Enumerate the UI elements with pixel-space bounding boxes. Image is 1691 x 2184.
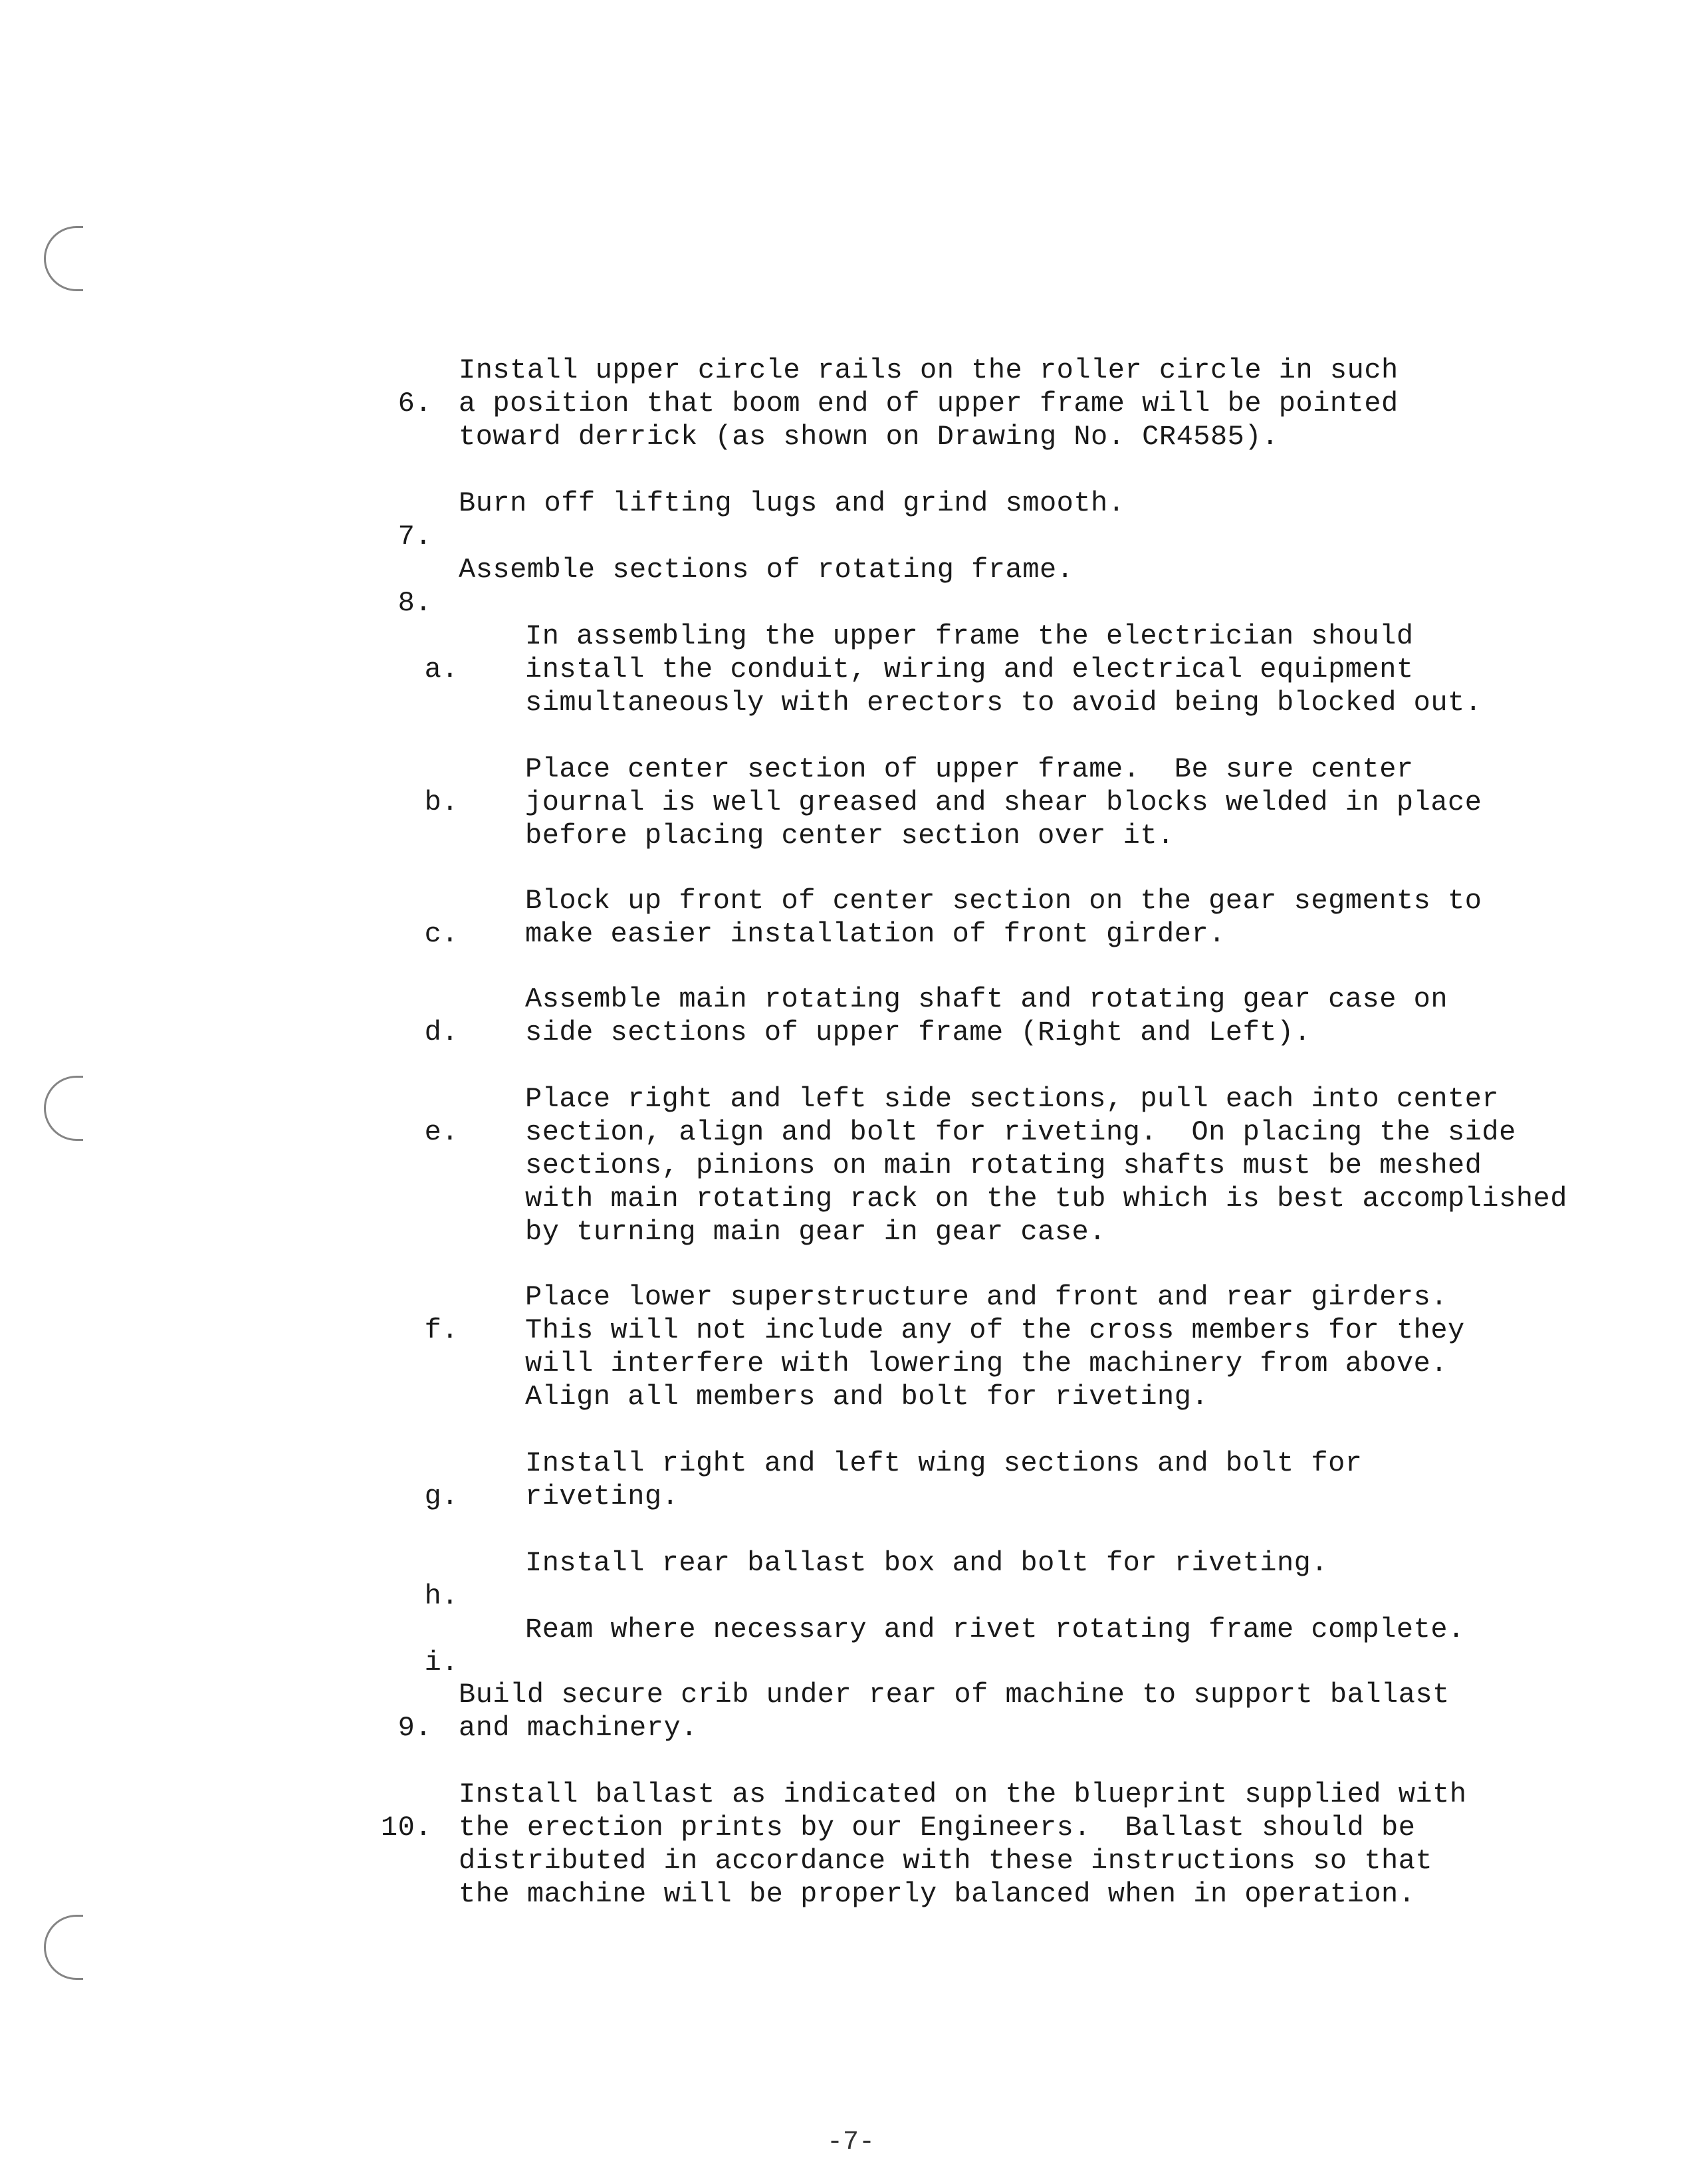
substep-line: before placing center section over it.: [525, 820, 1175, 852]
punch-hole-top: [44, 226, 83, 291]
substep-line: Install rear ballast box and bolt for riveting.: [525, 1547, 1329, 1579]
step-10: [0, 1778, 1467, 2010]
substep-line: Install right and left wing sections and bolt for: [525, 1447, 1363, 1479]
substep-line: with main rotating rack on the tub which is best accomplished: [525, 1183, 1567, 1215]
substep-line: journal is well greased and shear blocks welded in place: [525, 787, 1482, 818]
step-line: Install ballast as indicated on the blueprint supplied with: [459, 1778, 1467, 1810]
substep-line: This will not include any of the cross members for they: [525, 1314, 1465, 1346]
substep-line: will interfere with lowering the machinery from above.: [525, 1348, 1448, 1380]
substep-line: simultaneously with erectors to avoid being blocked out.: [525, 687, 1482, 719]
substep-line: by turning main gear in gear case.: [525, 1216, 1106, 1248]
step-number: 8.: [397, 587, 432, 619]
substep-letter: c.: [424, 918, 459, 950]
substep-line: Align all members and bolt for riveting.: [525, 1381, 1209, 1413]
step-line: and machinery.: [459, 1712, 698, 1744]
substep-line: make easier installation of front girder.: [525, 918, 1226, 950]
substep-line: In assembling the upper frame the electrician should: [525, 620, 1414, 652]
substep-line: Place lower superstructure and front and rear girders.: [525, 1281, 1448, 1313]
substep-line: riveting.: [525, 1481, 679, 1513]
step-number: 9.: [397, 1712, 432, 1744]
step-line: toward derrick (as shown on Drawing No. CR4585).: [459, 421, 1279, 453]
substep-letter: i.: [424, 1647, 459, 1679]
substep-letter: b.: [424, 787, 459, 818]
substep-letter: g.: [424, 1481, 459, 1513]
substep-letter: f.: [424, 1314, 459, 1346]
substep-line: side sections of upper frame (Right and Left).: [525, 1017, 1311, 1048]
page-number: -7-: [826, 2127, 875, 2157]
substep-letter: h.: [424, 1580, 459, 1612]
step-line: Assemble sections of rotating frame.: [459, 554, 1074, 586]
substep-line: Place right and left side sections, pull each into center: [525, 1083, 1500, 1115]
step-number: 6.: [397, 388, 432, 420]
step-line: Build secure crib under rear of machine to support ballast: [459, 1679, 1450, 1711]
substep-line: Ream where necessary and rivet rotating frame complete.: [525, 1614, 1465, 1645]
substep-letter: a.: [424, 654, 459, 685]
substep-line: Block up front of center section on the gear segments to: [525, 885, 1482, 917]
step-line: the machine will be properly balanced when in operation.: [459, 1878, 1416, 1910]
substep-letter: d.: [424, 1017, 459, 1048]
step-line: a position that boom end of upper frame will be pointed: [459, 388, 1399, 420]
substep-line: install the conduit, wiring and electrical equipment: [525, 654, 1414, 685]
step-number: 10.: [380, 1812, 432, 1844]
step-line: the erection prints by our Engineers. Ballast should be: [459, 1812, 1416, 1844]
step-line: distributed in accordance with these instructions so that: [459, 1845, 1433, 1877]
substep-line: Place center section of upper frame. Be sure center: [525, 753, 1414, 785]
step-line: Install upper circle rails on the roller circle in such: [459, 354, 1399, 386]
substep-letter: e.: [424, 1116, 459, 1148]
step-number: 7.: [397, 521, 432, 552]
substep-line: section, align and bolt for riveting. On placing the side: [525, 1116, 1516, 1148]
substep-line: Assemble main rotating shaft and rotating gear case on: [525, 983, 1448, 1015]
step-line: Burn off lifting lugs and grind smooth.: [459, 487, 1125, 519]
substep-line: sections, pinions on main rotating shafts must be meshed: [525, 1150, 1482, 1181]
